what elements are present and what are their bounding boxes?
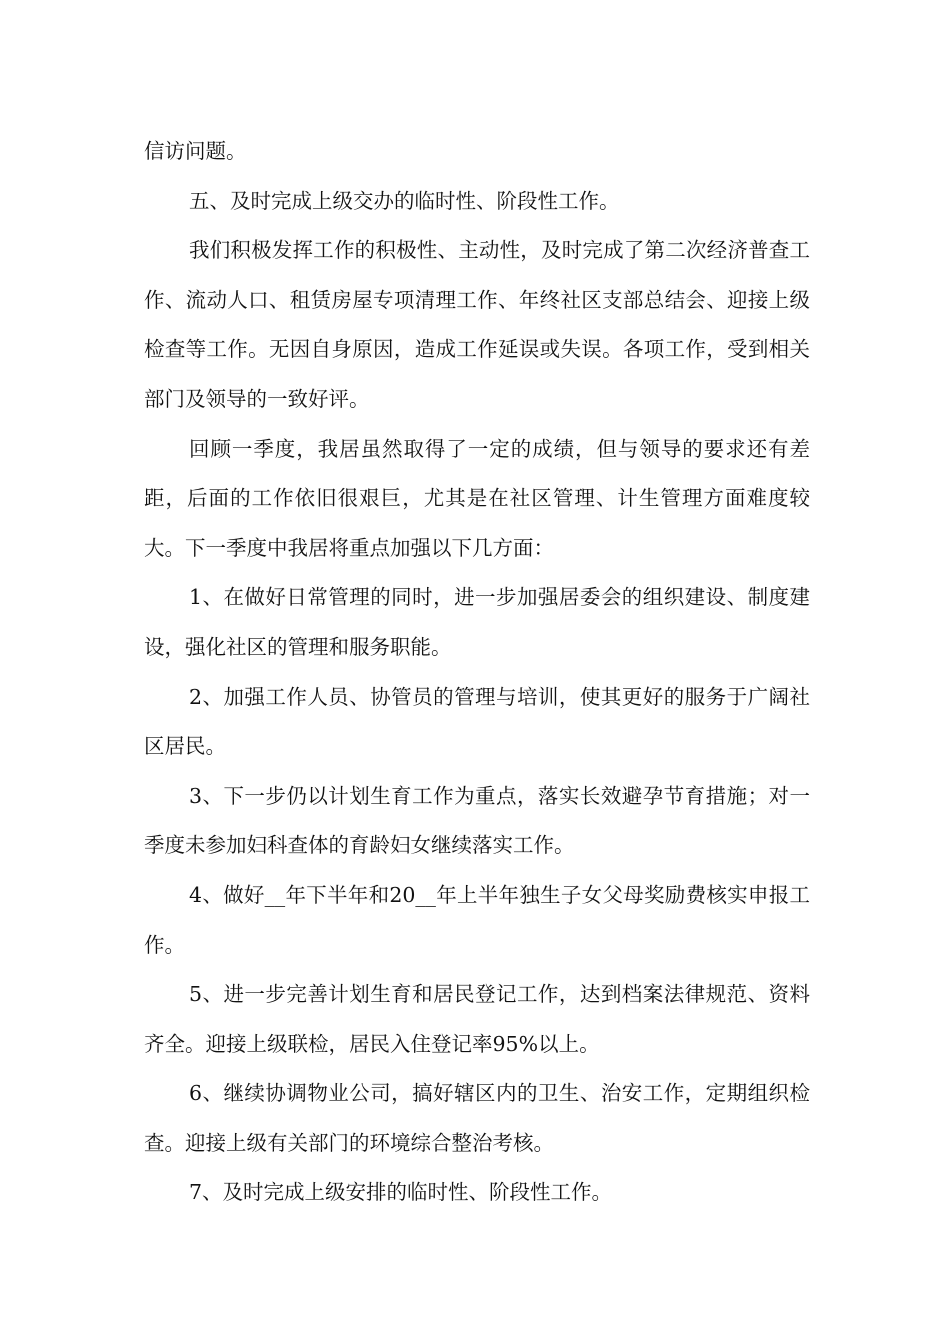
- list-item-1: 1、在做好日常管理的同时，进一步加强居委会的组织建设、制度建设，强化社区的管理和服务职能。: [144, 585, 810, 659]
- paragraph-quarter-review: 回顾一季度，我居虽然取得了一定的成绩，但与领导的要求还有差距，后面的工作依旧很艰巨，尤其是在社区管理、计生管理方面难度较大。下一季度中我居将重点加强以下几方面：: [144, 436, 810, 560]
- paragraph-continuation: 信访问题。: [144, 139, 247, 163]
- list-item-3: 3、下一步仍以计划生育工作为重点，落实长效避孕节育措施；对一季度未参加妇科查体的育龄妇女继续落实工作。: [144, 783, 810, 858]
- document-body: [144, 127, 810, 1218]
- list-item-7: 7、及时完成上级安排的临时性、阶段性工作。: [189, 1180, 613, 1205]
- list-item-4: 4、做好__年下半年和20__年上半年独生子女父母奖励费核实申报工作。: [144, 882, 810, 957]
- list-item-5: 5、进一步完善计划生育和居民登记工作，达到档案法律规范、资料齐全。迎接上级联检，居民入住登记率95%以上。: [144, 982, 810, 1056]
- paragraph-work-summary: 我们积极发挥工作的积极性、主动性，及时完成了第二次经济普查工作、流动人口、租赁房屋专项清理工作、年终社区支部总结会、迎接上级检查等工作。无因自身原因，造成工作延误或失误。各项工作，受到相关部门及领导的一致好评。: [144, 238, 810, 411]
- paragraph-section-five: 五、及时完成上级交办的临时性、阶段性工作。: [189, 188, 620, 213]
- list-item-2: 2、加强工作人员、协管员的管理与培训，使其更好的服务于广阔社区居民。: [144, 684, 810, 759]
- list-item-6: 6、继续协调物业公司，搞好辖区内的卫生、治安工作，定期组织检查。迎接上级有关部门的环境综合整治考核。: [144, 1081, 810, 1155]
